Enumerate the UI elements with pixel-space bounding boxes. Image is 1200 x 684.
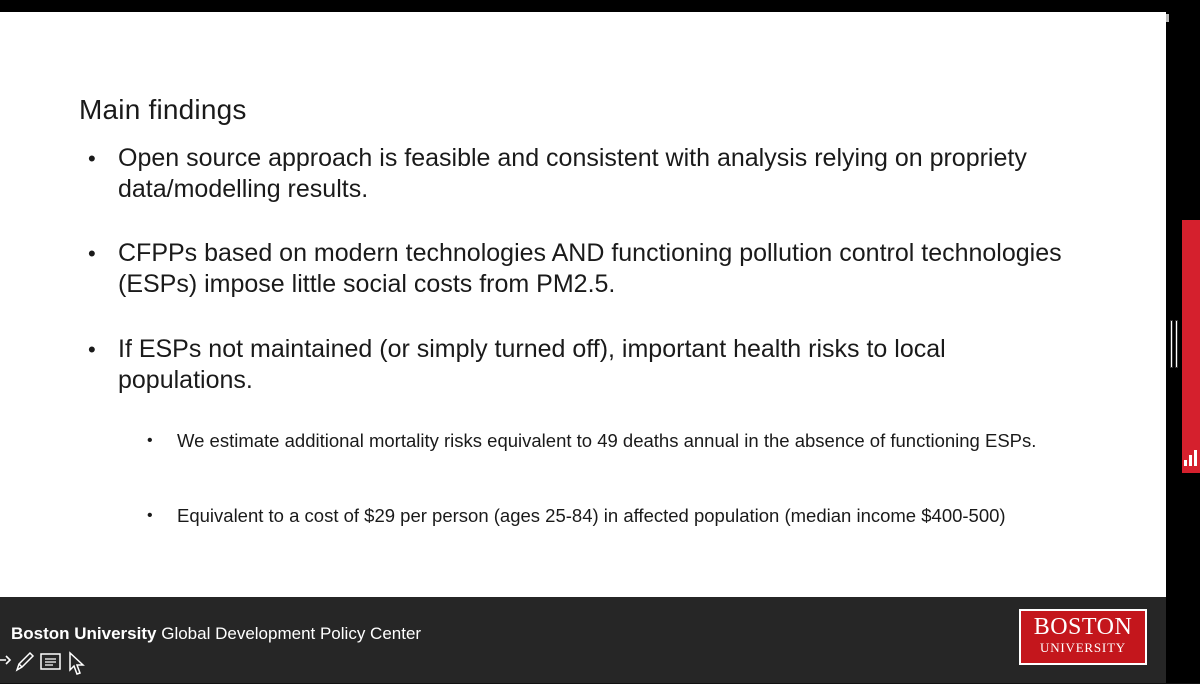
slide-title: Main findings (79, 94, 247, 125)
logo-line-1: BOSTON (1033, 614, 1133, 640)
side-red-tab[interactable] (1182, 220, 1200, 473)
finding-text-3: If ESPs not maintained (or simply turned off), important health risks to local populations. (118, 335, 946, 394)
top-scroll-indicator (1166, 14, 1200, 22)
finding-bullet-1 (88, 143, 1078, 205)
logo-line-2: UNIVERSITY (1040, 640, 1126, 655)
slide-footer (0, 597, 1166, 683)
resize-handle[interactable] (1170, 320, 1180, 368)
sub-finding-text-1: We estimate additional mortality risks equivalent to 49 deaths annual in the absence of functioning ESPs. (177, 430, 1037, 451)
sub-finding-text-2: Equivalent to a cost of $29 per person (ages 25-84) in affected population (median income $400-500) (177, 505, 1006, 526)
sub-bullet-dot: • (147, 507, 153, 524)
sub-finding-1 (147, 429, 1097, 453)
finding-text-2: CFPPs based on modern technologies AND functioning pollution control technologies (ESPs) impose little social costs from PM2.5. (118, 239, 1062, 298)
top-bar (0, 0, 1200, 12)
pen-icon[interactable] (14, 650, 36, 674)
slide (0, 12, 1166, 597)
bullet-dot: • (88, 241, 96, 266)
boston-university-logo (1019, 609, 1147, 665)
finding-text-1: Open source approach is feasible and consistent with analysis relying on propriety data/modelling results. (118, 144, 1027, 203)
sub-bullet-dot: • (147, 432, 153, 449)
finding-bullet-3 (88, 334, 1078, 396)
bullet-dot: • (88, 146, 96, 171)
footer-org (11, 624, 421, 644)
signal-bars-icon (1183, 448, 1200, 466)
cursor-icon[interactable] (64, 650, 88, 674)
bullet-dot: • (88, 337, 96, 362)
footer-org-rest: Global Development Policy Center (161, 624, 422, 643)
sub-finding-2 (147, 504, 1097, 528)
presenter-toolbar (0, 650, 100, 680)
finding-bullet-2 (88, 238, 1078, 300)
footer-org-bold: Boston University (11, 624, 157, 643)
notes-icon[interactable] (39, 650, 63, 674)
pointer-icon[interactable] (0, 650, 14, 674)
